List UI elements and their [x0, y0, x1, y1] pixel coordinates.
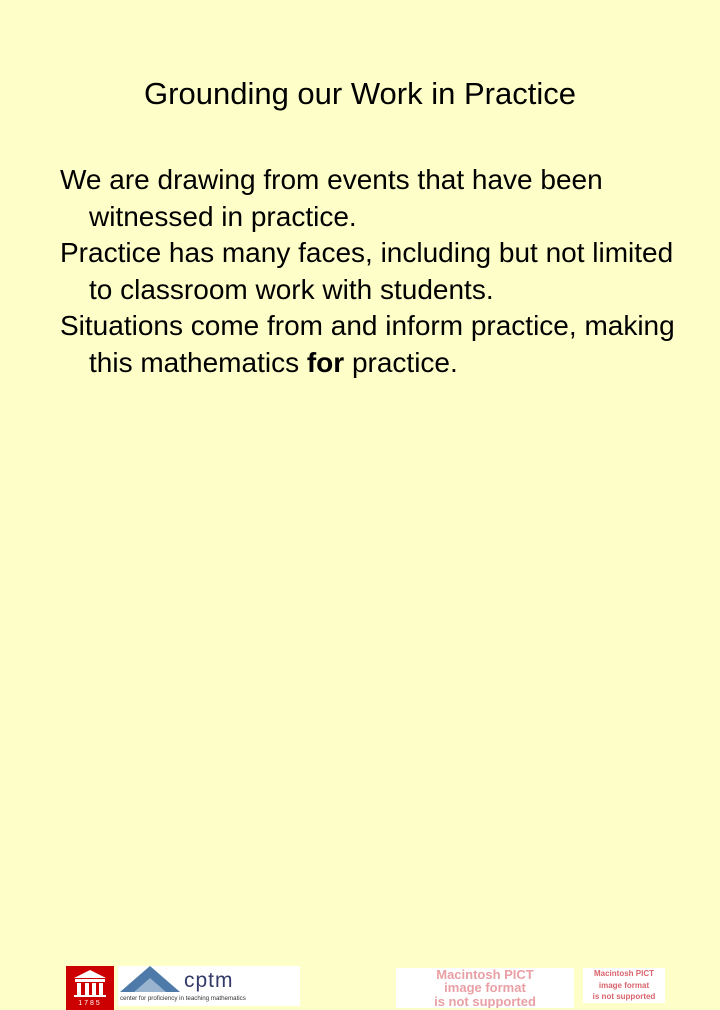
pict-placeholder-line: is not supported	[592, 992, 656, 1001]
pict-placeholder-line: image format	[444, 980, 526, 996]
cptm-wordmark: cptm	[184, 969, 234, 992]
cptm-tagline: center for proficiency in teaching mathematics	[120, 995, 246, 1002]
pict-placeholder-large	[396, 968, 574, 1008]
bullet-3-text-before: Situations come from and inform practice, making this mathematics	[60, 310, 675, 378]
pict-placeholder-small	[583, 968, 665, 1003]
bullet-3-text-after: practice.	[344, 346, 458, 378]
pict-placeholder-line: is not supported	[434, 993, 536, 1008]
slide-title: Grounding our Work in Practice	[144, 76, 576, 111]
bullet-1: We are drawing from events that have been witnessed in practice.	[60, 164, 603, 232]
cptm-logo	[118, 966, 300, 1006]
pict-placeholder-line: Macintosh PICT	[593, 969, 654, 978]
arch-icon	[72, 969, 108, 997]
pict-placeholder-line: image format	[598, 980, 650, 990]
university-logo	[66, 966, 114, 1010]
cptm-triangle-icon	[120, 966, 180, 992]
pict-placeholder-line: Macintosh PICT	[436, 968, 534, 982]
bullet-2: Practice has many faces, including but not limited to classroom work with students.	[60, 237, 674, 305]
slide-body	[60, 162, 700, 381]
bullet-3	[60, 308, 700, 381]
university-logo-year: 1785	[78, 1000, 102, 1007]
footer	[0, 480, 720, 1008]
bullet-3-bold-for: for	[306, 346, 345, 378]
